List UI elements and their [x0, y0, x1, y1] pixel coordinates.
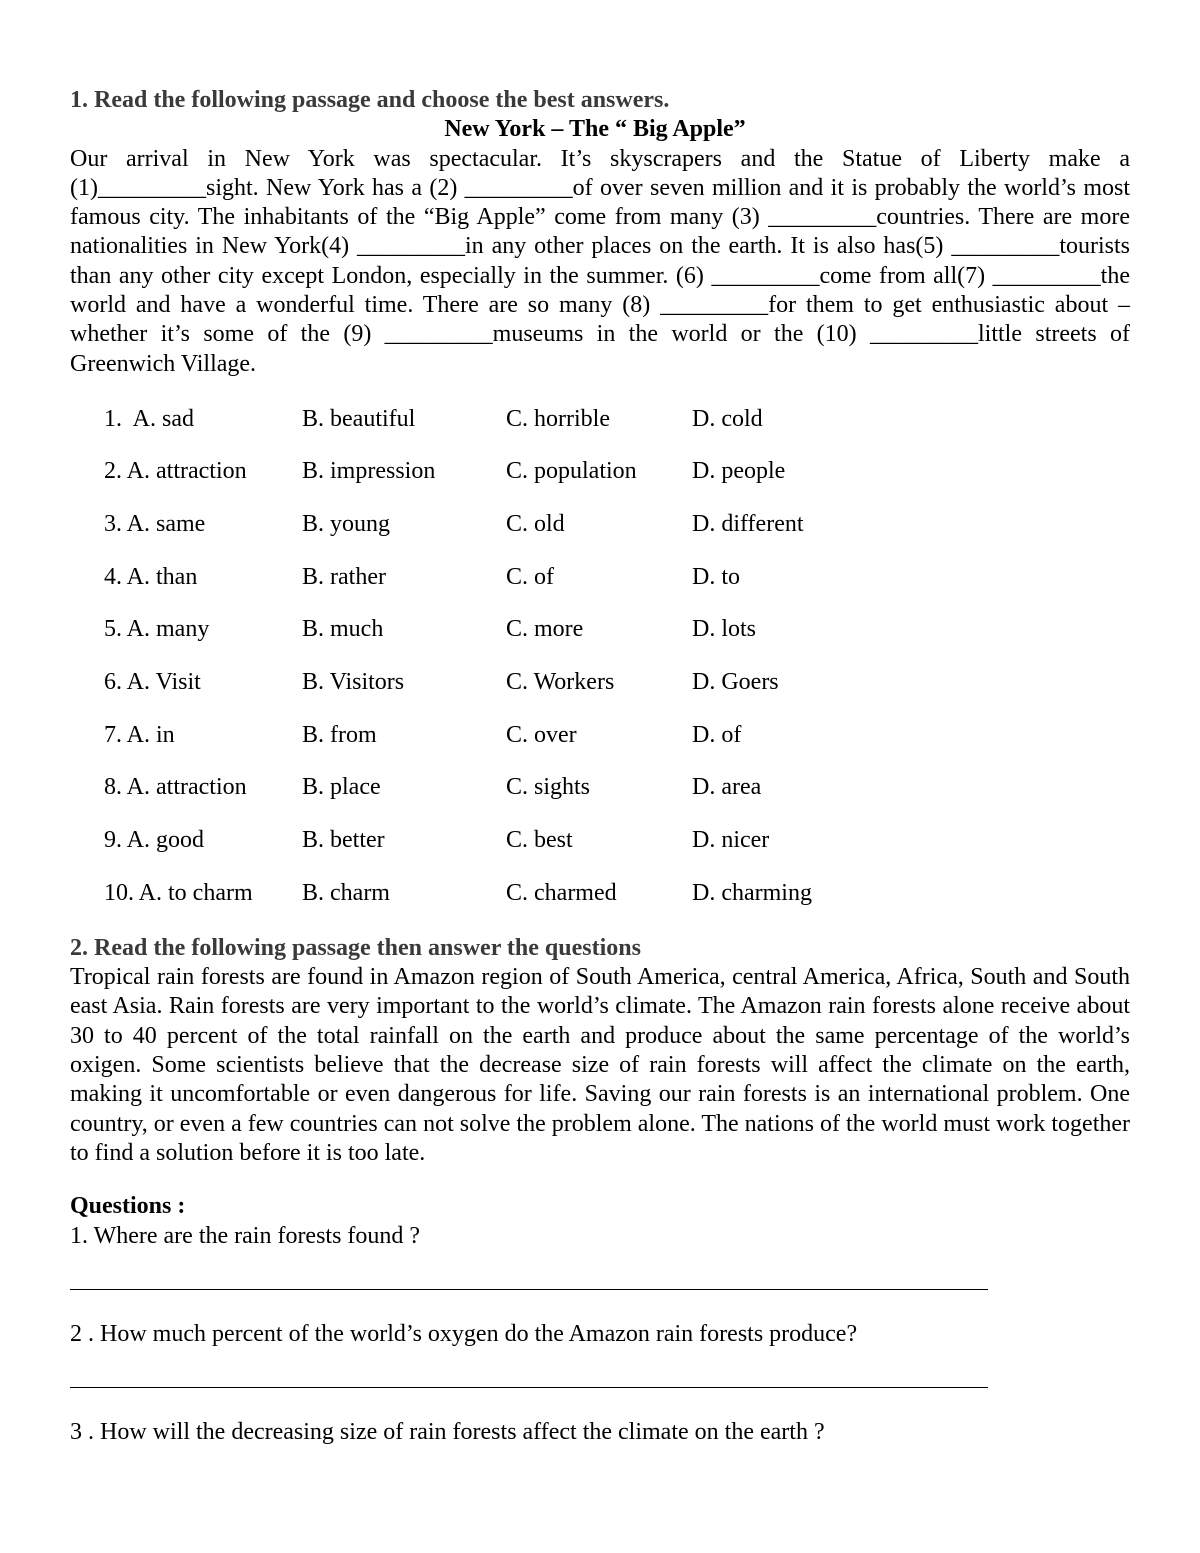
- option-row-3: [70, 498, 1130, 551]
- option-c: C. old: [506, 511, 565, 538]
- option-b: B. from: [302, 721, 377, 748]
- option-b: B. impression: [302, 458, 436, 485]
- option-d: D. cold: [692, 405, 763, 432]
- option-b: B. rather: [302, 563, 386, 590]
- section2-passage: Tropical rain forests are found in Amazon region of South America, central America, Africa, South and South east Asia. Rain forests are very important to the world’s climate. The Amazon rain forests alone receive about 30 to 40 percent of the total rainfall on the earth and produce about the same percentage of the world’s oxigen. Some scientists believe that the decrease size of rain forests will affect the climate on the earth, making it uncomfortable or even dangerous for life. Saving our rain forests is an international problem. One country, or even a few countries can not solve the problem alone. The nations of the world must work together to find a solution before it is too late.: [70, 964, 1130, 1166]
- passage-title: New York – The “ Big Apple”: [444, 116, 746, 143]
- option-c: C. over: [506, 721, 577, 748]
- option-row-10: [70, 867, 1130, 920]
- question-2: 2 . How much percent of the world’s oxygen do the Amazon rain forests produce?: [70, 1320, 858, 1347]
- section2-heading: 2. Read the following passage then answer the questions: [70, 934, 641, 961]
- answer-line-1[interactable]: [70, 1289, 988, 1290]
- option-b: B. better: [302, 827, 385, 854]
- option-a: 2. A. attraction: [104, 458, 247, 485]
- option-c: C. sights: [506, 774, 591, 801]
- option-a: 8. A. attraction: [104, 774, 247, 801]
- option-row-6: [70, 656, 1130, 709]
- option-d: D. Goers: [692, 669, 779, 696]
- option-c: C. Workers: [506, 669, 615, 696]
- option-a: 7. A. in: [104, 721, 175, 748]
- answer-options: [70, 393, 1130, 920]
- option-c: C. horrible: [506, 405, 610, 432]
- option-row-1: [70, 393, 1130, 446]
- option-row-4: [70, 551, 1130, 604]
- question-1: 1. Where are the rain forests found ?: [70, 1222, 421, 1249]
- option-row-7: [70, 709, 1130, 762]
- option-d: D. different: [692, 511, 804, 538]
- option-a: 1. A. sad: [104, 405, 194, 432]
- option-b: B. much: [302, 616, 384, 643]
- option-a: 6. A. Visit: [104, 669, 201, 696]
- option-d: D. nicer: [692, 827, 770, 854]
- option-d: D. area: [692, 774, 762, 801]
- option-c: C. more: [506, 616, 584, 643]
- option-row-5: [70, 604, 1130, 657]
- section1-passage: Our arrival in New York was spectacular. It’s skyscrapers and the Statue of Liberty make a (1)_________sight. New York has a (2) _________of over seven million and it is probably the world’s most famous city. The inhabitants of the “Big Apple” come from many (3) _________countries. There are more nationalities in New York(4) _________in any other places on the earth. It is also has(5) _________tourists than any other city except London, especially in the summer. (6) _________come from all(7) _________the world and have a wonderful time. There are so many (8) _________for them to get enthusiastic about – whether it’s some of the (9) _________museums in the world or the (10) _________little streets of Greenwich Village.: [70, 145, 1130, 377]
- option-c: C. population: [506, 458, 637, 485]
- option-row-9: [70, 814, 1130, 867]
- option-a: 4. A. than: [104, 563, 198, 590]
- option-d: D. charming: [692, 879, 812, 906]
- option-row-8: [70, 762, 1130, 815]
- question-3: 3 . How will the decreasing size of rain forests affect the climate on the earth ?: [70, 1419, 825, 1446]
- option-a: 5. A. many: [104, 616, 210, 643]
- worksheet-page: [70, 86, 1130, 1447]
- option-c: C. charmed: [506, 879, 617, 906]
- option-d: D. to: [692, 563, 740, 590]
- section1-heading: 1. Read the following passage and choose the best answers.: [70, 87, 670, 113]
- option-row-2: [70, 446, 1130, 499]
- option-b: B. Visitors: [302, 669, 405, 696]
- questions-heading: Questions :: [70, 1193, 186, 1220]
- option-b: B. place: [302, 774, 381, 801]
- option-b: B. charm: [302, 879, 390, 906]
- option-c: C. best: [506, 827, 573, 854]
- answer-line-2[interactable]: [70, 1387, 988, 1388]
- option-c: C. of: [506, 563, 554, 590]
- option-d: D. of: [692, 721, 742, 748]
- option-b: B. beautiful: [302, 405, 416, 432]
- option-a: 9. A. good: [104, 827, 205, 854]
- option-a: 10. A. to charm: [104, 879, 253, 906]
- section2: [70, 934, 1130, 1448]
- option-d: D. lots: [692, 616, 757, 643]
- option-d: D. people: [692, 458, 786, 485]
- option-b: B. young: [302, 511, 391, 538]
- option-a: 3. A. same: [104, 511, 206, 538]
